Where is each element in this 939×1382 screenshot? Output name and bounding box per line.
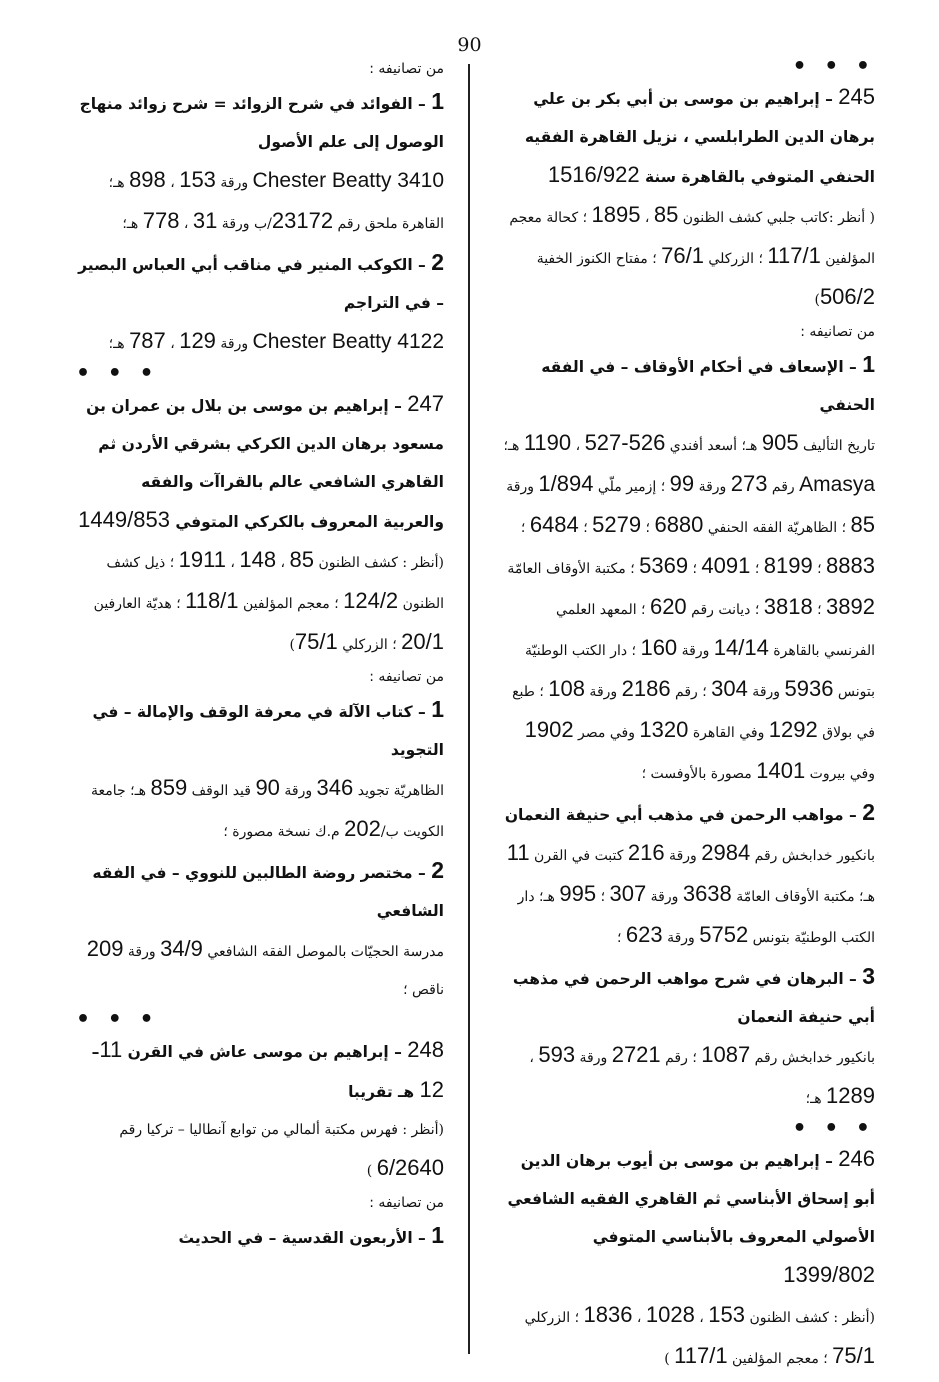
number: 3892 [826, 594, 875, 619]
text-run: هـ؛ أسعد أفندي [665, 438, 762, 454]
text-run: ؛ رقم [660, 1050, 702, 1066]
number: 148 [239, 547, 277, 572]
text-run: ؛ [812, 561, 827, 577]
number: 245 [838, 84, 875, 109]
number: 6/2640 [376, 1155, 444, 1180]
text-run: ( أنظر :كاتب جلبي كشف الظنون [678, 210, 875, 226]
number: 1516/922 [547, 162, 640, 187]
works-label: من تصانيفه : [369, 61, 444, 77]
text-run: ) [814, 292, 820, 308]
number: 506/2 [819, 284, 875, 309]
number: 5752 [699, 922, 749, 947]
text-run: ؛ [688, 561, 702, 577]
text-run: ؛ [641, 520, 655, 536]
text-run: هـ؛ دار الكتب الوطنيّة بتونس [517, 889, 875, 946]
number: 75/1 [832, 1343, 875, 1368]
number: 76/1 [661, 243, 704, 268]
text-run: ) [366, 1163, 377, 1179]
text-run: ، [640, 210, 654, 226]
number: 620 [649, 594, 687, 619]
text-run: ورقة [575, 1050, 612, 1066]
work-title [76, 851, 444, 930]
number: 8883 [826, 553, 875, 578]
number: 1292 [768, 717, 818, 742]
number: 90 [255, 775, 280, 800]
number: 248 [407, 1037, 444, 1062]
text-run: بانكيور خدابخش رقم [750, 1050, 875, 1066]
text-run: ؛ طبع في بولاق [512, 684, 875, 741]
text-run: م.ك نسخة مصورة ؛ [223, 824, 345, 840]
latin-text: Chester Beatty 3410 [252, 169, 444, 192]
number: 34/9 [160, 936, 203, 961]
text-run: رقم [767, 479, 800, 495]
number: 85 [653, 202, 679, 227]
text-run: ورقة [584, 684, 622, 700]
number: 2186 [621, 676, 671, 701]
text-run: ورقة [694, 479, 731, 495]
text-run: /ب ورقة [217, 216, 272, 232]
number: 623 [625, 922, 663, 947]
number: 11 [506, 840, 530, 865]
text-run: ورقة [662, 930, 700, 946]
works-label: من تصانيفه : [369, 1195, 444, 1211]
text-run: قيد الوقف [187, 783, 256, 799]
number: 6484 [529, 512, 579, 537]
item-number: 2 [431, 249, 444, 275]
text-run: ، [165, 336, 180, 352]
section-separator: • • • [76, 1007, 159, 1032]
text-run: ؛ هديّة العارفين [93, 596, 186, 612]
entry-heading [76, 1031, 444, 1111]
text-run: ؛ دار الكتب الوطنيّة بتونس [524, 643, 875, 700]
number: 1902 [524, 717, 574, 742]
text-run: (أنظر : فهرس مكتبة ألمالي من توابع آنطاليا – تركيا رقم [119, 1122, 444, 1138]
number: 905 [761, 430, 799, 455]
number: 118/1 [185, 588, 239, 613]
number: 99 [669, 471, 695, 496]
number: 8199 [763, 553, 813, 578]
number: 304 [711, 676, 748, 701]
number: 593 [538, 1042, 576, 1067]
number: 1087 [701, 1042, 751, 1067]
number: 307 [609, 881, 647, 906]
number: 117/1 [767, 243, 821, 268]
number: 5279 [592, 512, 642, 537]
number: 12 [419, 1077, 444, 1102]
text-run: مدرسة الحجيّات بالموصل الفقه الشافعي [202, 944, 444, 960]
number: 1/894 [538, 471, 594, 496]
work-title [503, 345, 875, 424]
number: 778 [142, 208, 180, 233]
work-title [76, 1216, 444, 1257]
text-run: ؛ ديانت رقم [686, 602, 764, 618]
text-run: ؛ [617, 930, 626, 946]
entry-heading [503, 78, 875, 196]
number: 85 [289, 547, 314, 572]
section-separator: • • • [792, 1116, 875, 1141]
work-title [76, 690, 444, 769]
reference-text [503, 424, 875, 793]
works-label: من تصانيفه : [369, 669, 444, 685]
number: 1449/853 [78, 507, 170, 532]
item-number: 2 [431, 857, 444, 883]
text-run: وفي مصر [573, 725, 640, 741]
text-run: كتبت في القرن [529, 848, 628, 864]
work-title [76, 243, 444, 322]
item-number: 2 [862, 799, 875, 825]
text-run: – مواهب الرحمن في مذهب أبي حنيفة النعمان [504, 806, 863, 824]
number: 14/14 [713, 635, 769, 660]
item-number: 1 [431, 696, 444, 722]
text-run: ورقة [664, 848, 702, 864]
text-run: هـ؛ [503, 438, 524, 454]
text-run: ؛ [520, 520, 530, 536]
number: 2984 [701, 840, 751, 865]
reference-text [76, 930, 444, 1009]
text-run: هـ تقريبا [348, 1083, 420, 1101]
entry-heading [76, 385, 444, 541]
number: 202 [344, 816, 381, 841]
number: 5936 [784, 676, 834, 701]
text-run: هـ؛ [122, 216, 143, 232]
reference-text [503, 834, 875, 957]
reference-text [503, 1036, 875, 1118]
section-separator: • • • [792, 54, 875, 79]
text-run: ناقص ؛ [403, 982, 444, 998]
text-run: ؛ [750, 561, 764, 577]
text-run: هـ؛ [805, 1091, 827, 1107]
text-run: هـ؛ مكتبة الأوقاف العامّة [731, 889, 875, 905]
text-run: ، [694, 1310, 709, 1326]
text-run: ؛ مكتبة الأوقاف العامّة [507, 561, 640, 577]
text-run: ورقة [215, 336, 253, 352]
text-run: – الإسعاف في أحكام الأوقاف – في الفقه الحنفي [541, 358, 875, 414]
work-title [503, 793, 875, 834]
reference-text [76, 541, 444, 664]
number: 85 [850, 512, 875, 537]
text-run: – الفوائد في شرح الزوائد = شرح زوائد منهاج الوصول إلى علم الأصول [79, 95, 444, 151]
number: 4091 [701, 553, 751, 578]
reference-text [76, 1111, 444, 1190]
text-run: ؛ [812, 602, 827, 618]
text-run: هـ؛ القاهرة ملحق رقم [108, 175, 444, 232]
entry-heading [503, 1140, 875, 1296]
number: 273 [730, 471, 768, 496]
number: 108 [548, 676, 585, 701]
section-separator: • • • [76, 361, 159, 386]
number: 898 [129, 167, 166, 192]
number: 216 [627, 840, 665, 865]
column-divider [468, 64, 470, 1354]
text-run: الظاهريّة تجويد [353, 783, 444, 799]
text-run: – مختصر روضة الطالبين للنووي – في الفقه الشافعي [92, 864, 444, 920]
page-number: 90 [457, 34, 482, 56]
number: 153 [179, 167, 216, 192]
number: 20/1 [401, 629, 444, 654]
text-run: ؛ [596, 889, 610, 905]
text-run: – إبراهيم بن موسى بن بلال بن عمران بن مسعود برهان الدين الكركي بشرقي الأردن ثم القاهري الشافعي عالم بالقراآت والفقه والعربية المعروف بالكركي المتوفي [86, 397, 444, 531]
number: 209 [86, 936, 124, 961]
reference-text [76, 769, 444, 851]
text-run: ورقة [677, 643, 714, 659]
number: 1320 [639, 717, 689, 742]
number: 1911 [178, 547, 226, 572]
text-run: ؛ معجم المؤلفين [727, 1351, 833, 1367]
number: 995 [559, 881, 597, 906]
text-run: ؛ الزركلي [524, 1310, 584, 1326]
text-run: – الكوكب المنير في مناقب أبي العباس البصير – في التراجم [78, 256, 444, 312]
text-run: ورقة [215, 175, 253, 191]
number: 1190 [523, 430, 572, 455]
text-run: – إبراهيم بن موسى بن أيوب برهان الدين أبو إسحاق الأبناسي ثم القاهري الفقيه الشافعي الأصولي المعروف بالأبناسي المتوفي [507, 1152, 875, 1246]
text-run: ) [664, 1351, 675, 1367]
number: 6880 [654, 512, 704, 537]
text-run: ؛ الزركلي [703, 251, 768, 267]
number: 11 [99, 1037, 123, 1062]
text-run: ، [571, 438, 585, 454]
text-run: تاريخ التأليف [798, 438, 875, 454]
text-run: وفي بيروت [805, 766, 875, 782]
text-run: – إبراهيم بن موسى بن أبي بكر بن علي برهان الدين الطرابلسي ، نزيل القاهرة الفقيه الحنفي المتوفي بالقاهرة سنة [524, 90, 875, 186]
number: 1836 [583, 1302, 633, 1327]
works-label: من تصانيفه : [800, 324, 875, 340]
text-run: ؛ رقم [670, 684, 712, 700]
number: 3638 [682, 881, 732, 906]
number: 859 [150, 775, 188, 800]
number: 153 [708, 1302, 745, 1327]
text-run: – البرهان في شرح مواهب الرحمن في مذهب أبي حنيفة النعمان [512, 970, 875, 1026]
text-run: ورقة [123, 944, 161, 960]
reference-text [503, 1296, 875, 1378]
text-run: هـ؛ [108, 336, 130, 352]
number: 117/1 [674, 1343, 728, 1368]
work-title [76, 82, 444, 161]
item-number: 1 [862, 351, 875, 377]
text-run: ، [179, 216, 193, 232]
text-run: ؛ معجم المؤلفين [238, 596, 344, 612]
reference-text [76, 322, 444, 363]
number: 5369 [639, 553, 689, 578]
text-run: ؛ الظاهريّة الفقه الحنفي [703, 520, 851, 536]
work-title [503, 957, 875, 1036]
text-run: ؛ الزركلي [337, 637, 402, 653]
text-run: – الأربعون القدسية – في الحديث [178, 1229, 432, 1247]
number: 129 [179, 328, 216, 353]
text-run: وفي القاهرة [688, 725, 769, 741]
text-run: مصورة بالأوفست ؛ [641, 766, 757, 782]
number: 2721 [611, 1042, 661, 1067]
number: 23172 [271, 208, 334, 233]
latin-text: Amasya [799, 473, 875, 496]
number: 1289 [826, 1083, 875, 1108]
text-run: (أنظر : كشف الظنون [314, 555, 444, 571]
item-number: 3 [862, 963, 875, 989]
number: 1401 [756, 758, 806, 783]
text-run: ، [529, 1050, 539, 1066]
text-run: ، [225, 555, 240, 571]
number: 787 [129, 328, 166, 353]
text-run: ، [632, 1310, 646, 1326]
text-run: ورقة [747, 684, 785, 700]
number: 1028 [645, 1302, 695, 1327]
text-run: بانكيور خدابخش رقم [750, 848, 875, 864]
number: 3818 [763, 594, 813, 619]
number: 1399/802 [783, 1262, 875, 1287]
number: 247 [407, 391, 444, 416]
text-run: ؛ ذيل كشف الظنون [106, 555, 444, 612]
latin-text: Chester Beatty 4122 [252, 330, 444, 353]
text-run: ؛ كحالة معجم المؤلفين [509, 210, 875, 267]
number: 346 [316, 775, 354, 800]
number: 160 [640, 635, 678, 660]
item-number: 1 [431, 1222, 444, 1248]
text-run: ؛ [578, 520, 593, 536]
number: 527-526 [584, 430, 666, 455]
text-run: – [91, 1043, 100, 1061]
text-run: ) [289, 637, 295, 653]
number: 31 [192, 208, 218, 233]
reference-text [76, 161, 444, 243]
text-run: (أنظر : كشف الظنون [745, 1310, 875, 1326]
number: 124/2 [343, 588, 399, 613]
number: 246 [838, 1146, 875, 1171]
number: 1895 [591, 202, 641, 227]
text-run: ورقة [506, 479, 539, 495]
right-column [503, 56, 875, 1378]
text-run: – كتاب الآلة في معرفة الوقف والإمالة – في التجويد [92, 703, 444, 759]
reference-text [503, 196, 875, 319]
text-run: ، [165, 175, 180, 191]
text-run: ؛ إزمير ملّي [593, 479, 670, 495]
left-column [76, 56, 444, 1257]
text-run: ، [276, 555, 290, 571]
text-run: ؛ مفتاح الكنوز الخفية [536, 251, 662, 267]
text-run: هـ؛ جامعة الكويت ب/ [91, 783, 444, 840]
text-run: ورقة [279, 783, 317, 799]
text-run: – إبراهيم بن موسى عاش في القرن [122, 1043, 408, 1061]
item-number: 1 [431, 88, 444, 114]
number: 75/1 [294, 629, 338, 654]
text-run: ؛ المعهد العلمي الفرنسي بالقاهرة [556, 602, 875, 659]
text-run: ورقة [646, 889, 683, 905]
